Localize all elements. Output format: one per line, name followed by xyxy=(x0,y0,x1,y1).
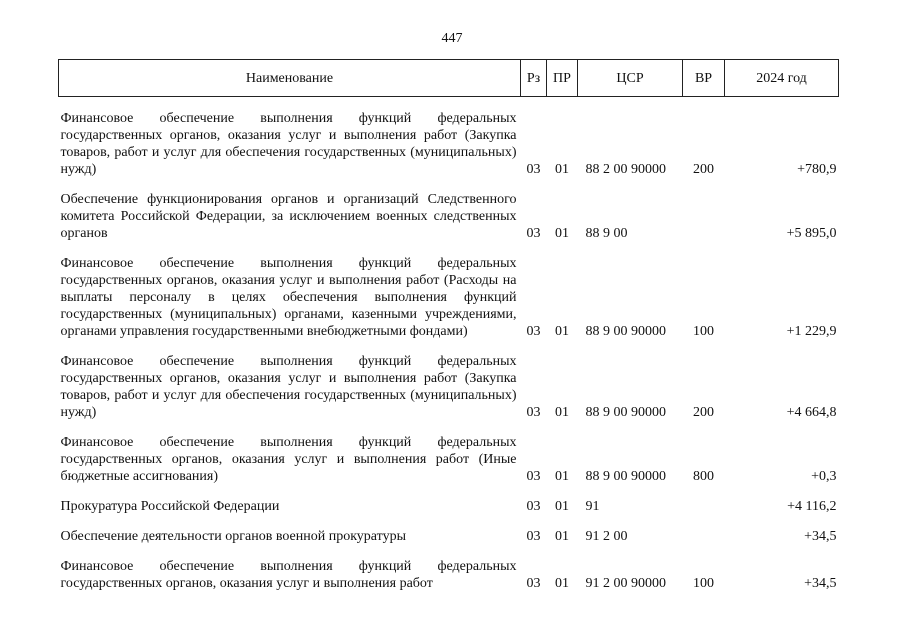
row-amount: +34,5 xyxy=(804,529,837,544)
header-rz: Рз xyxy=(521,60,547,97)
table-row xyxy=(59,353,839,421)
row-csr: 88 9 00 90000 xyxy=(585,469,666,484)
table-row xyxy=(59,110,839,178)
row-vr: 800 xyxy=(693,469,714,484)
row-rz: 03 xyxy=(526,162,541,177)
row-csr: 88 9 00 90000 xyxy=(585,405,666,420)
row-name: Обеспечение функционирования органов и организаций Следственного комитета Российской Федерации, за исключением военных следственных органов xyxy=(60,192,517,241)
row-pr: 01 xyxy=(555,469,569,484)
row-pr: 01 xyxy=(555,324,569,339)
table-row xyxy=(59,255,839,340)
table-row xyxy=(59,558,839,592)
row-amount: +0,3 xyxy=(811,469,837,484)
row-vr: 200 xyxy=(693,405,714,420)
table-row xyxy=(59,434,839,485)
table-header-row xyxy=(59,60,839,97)
row-vr: 100 xyxy=(693,324,714,339)
row-pr: 01 xyxy=(555,529,569,544)
row-rz: 03 xyxy=(526,324,541,339)
row-name: Финансовое обеспечение выполнения функций федеральных государственных органов, оказания услуг и выполнения работ (Иные бюджетные ассигнования) xyxy=(60,435,517,484)
budget-table xyxy=(58,59,839,592)
row-amount: +4 664,8 xyxy=(786,405,837,420)
row-rz: 03 xyxy=(526,469,541,484)
table-row xyxy=(59,528,839,545)
row-csr: 88 9 00 90000 xyxy=(585,324,666,339)
row-name: Обеспечение деятельности органов военной прокуратуры xyxy=(60,529,407,544)
table-row xyxy=(59,191,839,242)
row-amount: +5 895,0 xyxy=(786,226,837,241)
row-vr: 200 xyxy=(693,162,714,177)
row-amount: +4 116,2 xyxy=(787,499,837,514)
row-amount: +1 229,9 xyxy=(786,324,837,339)
row-rz: 03 xyxy=(526,499,541,514)
header-vr: ВР xyxy=(683,60,725,97)
row-name: Финансовое обеспечение выполнения функций федеральных государственных органов, оказания услуг и выполнения работ (Расходы на выплаты персоналу в целях обеспечения выполнения функций государственных (муниципальных) органами, казенными учреждениями, органами управления государственными внебюджетными фондами) xyxy=(60,256,517,339)
page-number: 447 xyxy=(441,31,463,46)
row-pr: 01 xyxy=(555,162,569,177)
row-csr: 91 xyxy=(585,499,600,514)
header-name: Наименование xyxy=(59,60,521,97)
row-name: Финансовое обеспечение выполнения функций федеральных государственных органов, оказания услуг и выполнения работ xyxy=(60,559,517,591)
row-amount: +34,5 xyxy=(804,576,837,591)
row-csr: 88 2 00 90000 xyxy=(585,162,666,177)
row-vr xyxy=(683,528,725,545)
row-csr: 91 2 00 90000 xyxy=(585,576,666,591)
row-rz: 03 xyxy=(526,576,541,591)
row-name: Финансовое обеспечение выполнения функций федеральных государственных органов, оказания услуг и выполнения работ (Закупка товаров, работ и услуг для обеспечения государственных (муниципальных) нужд) xyxy=(60,111,517,177)
row-amount: +780,9 xyxy=(797,162,837,177)
row-pr: 01 xyxy=(555,576,569,591)
row-rz: 03 xyxy=(526,226,541,241)
row-pr: 01 xyxy=(555,226,569,241)
row-name: Финансовое обеспечение выполнения функций федеральных государственных органов, оказания услуг и выполнения работ (Закупка товаров, работ и услуг для обеспечения государственных (муниципальных) нужд) xyxy=(60,354,517,420)
row-vr xyxy=(683,191,725,242)
header-pr: ПР xyxy=(547,60,578,97)
row-rz: 03 xyxy=(526,529,541,544)
header-csr: ЦСР xyxy=(578,60,683,97)
row-vr xyxy=(683,498,725,515)
row-vr: 100 xyxy=(693,576,714,591)
header-year: 2024 год xyxy=(725,60,839,97)
row-csr: 91 2 00 xyxy=(585,529,628,544)
row-csr: 88 9 00 xyxy=(585,226,628,241)
row-pr: 01 xyxy=(555,405,569,420)
row-rz: 03 xyxy=(526,405,541,420)
table-row xyxy=(59,498,839,515)
row-pr: 01 xyxy=(555,499,569,514)
row-name: Прокуратура Российской Федерации xyxy=(60,499,280,514)
